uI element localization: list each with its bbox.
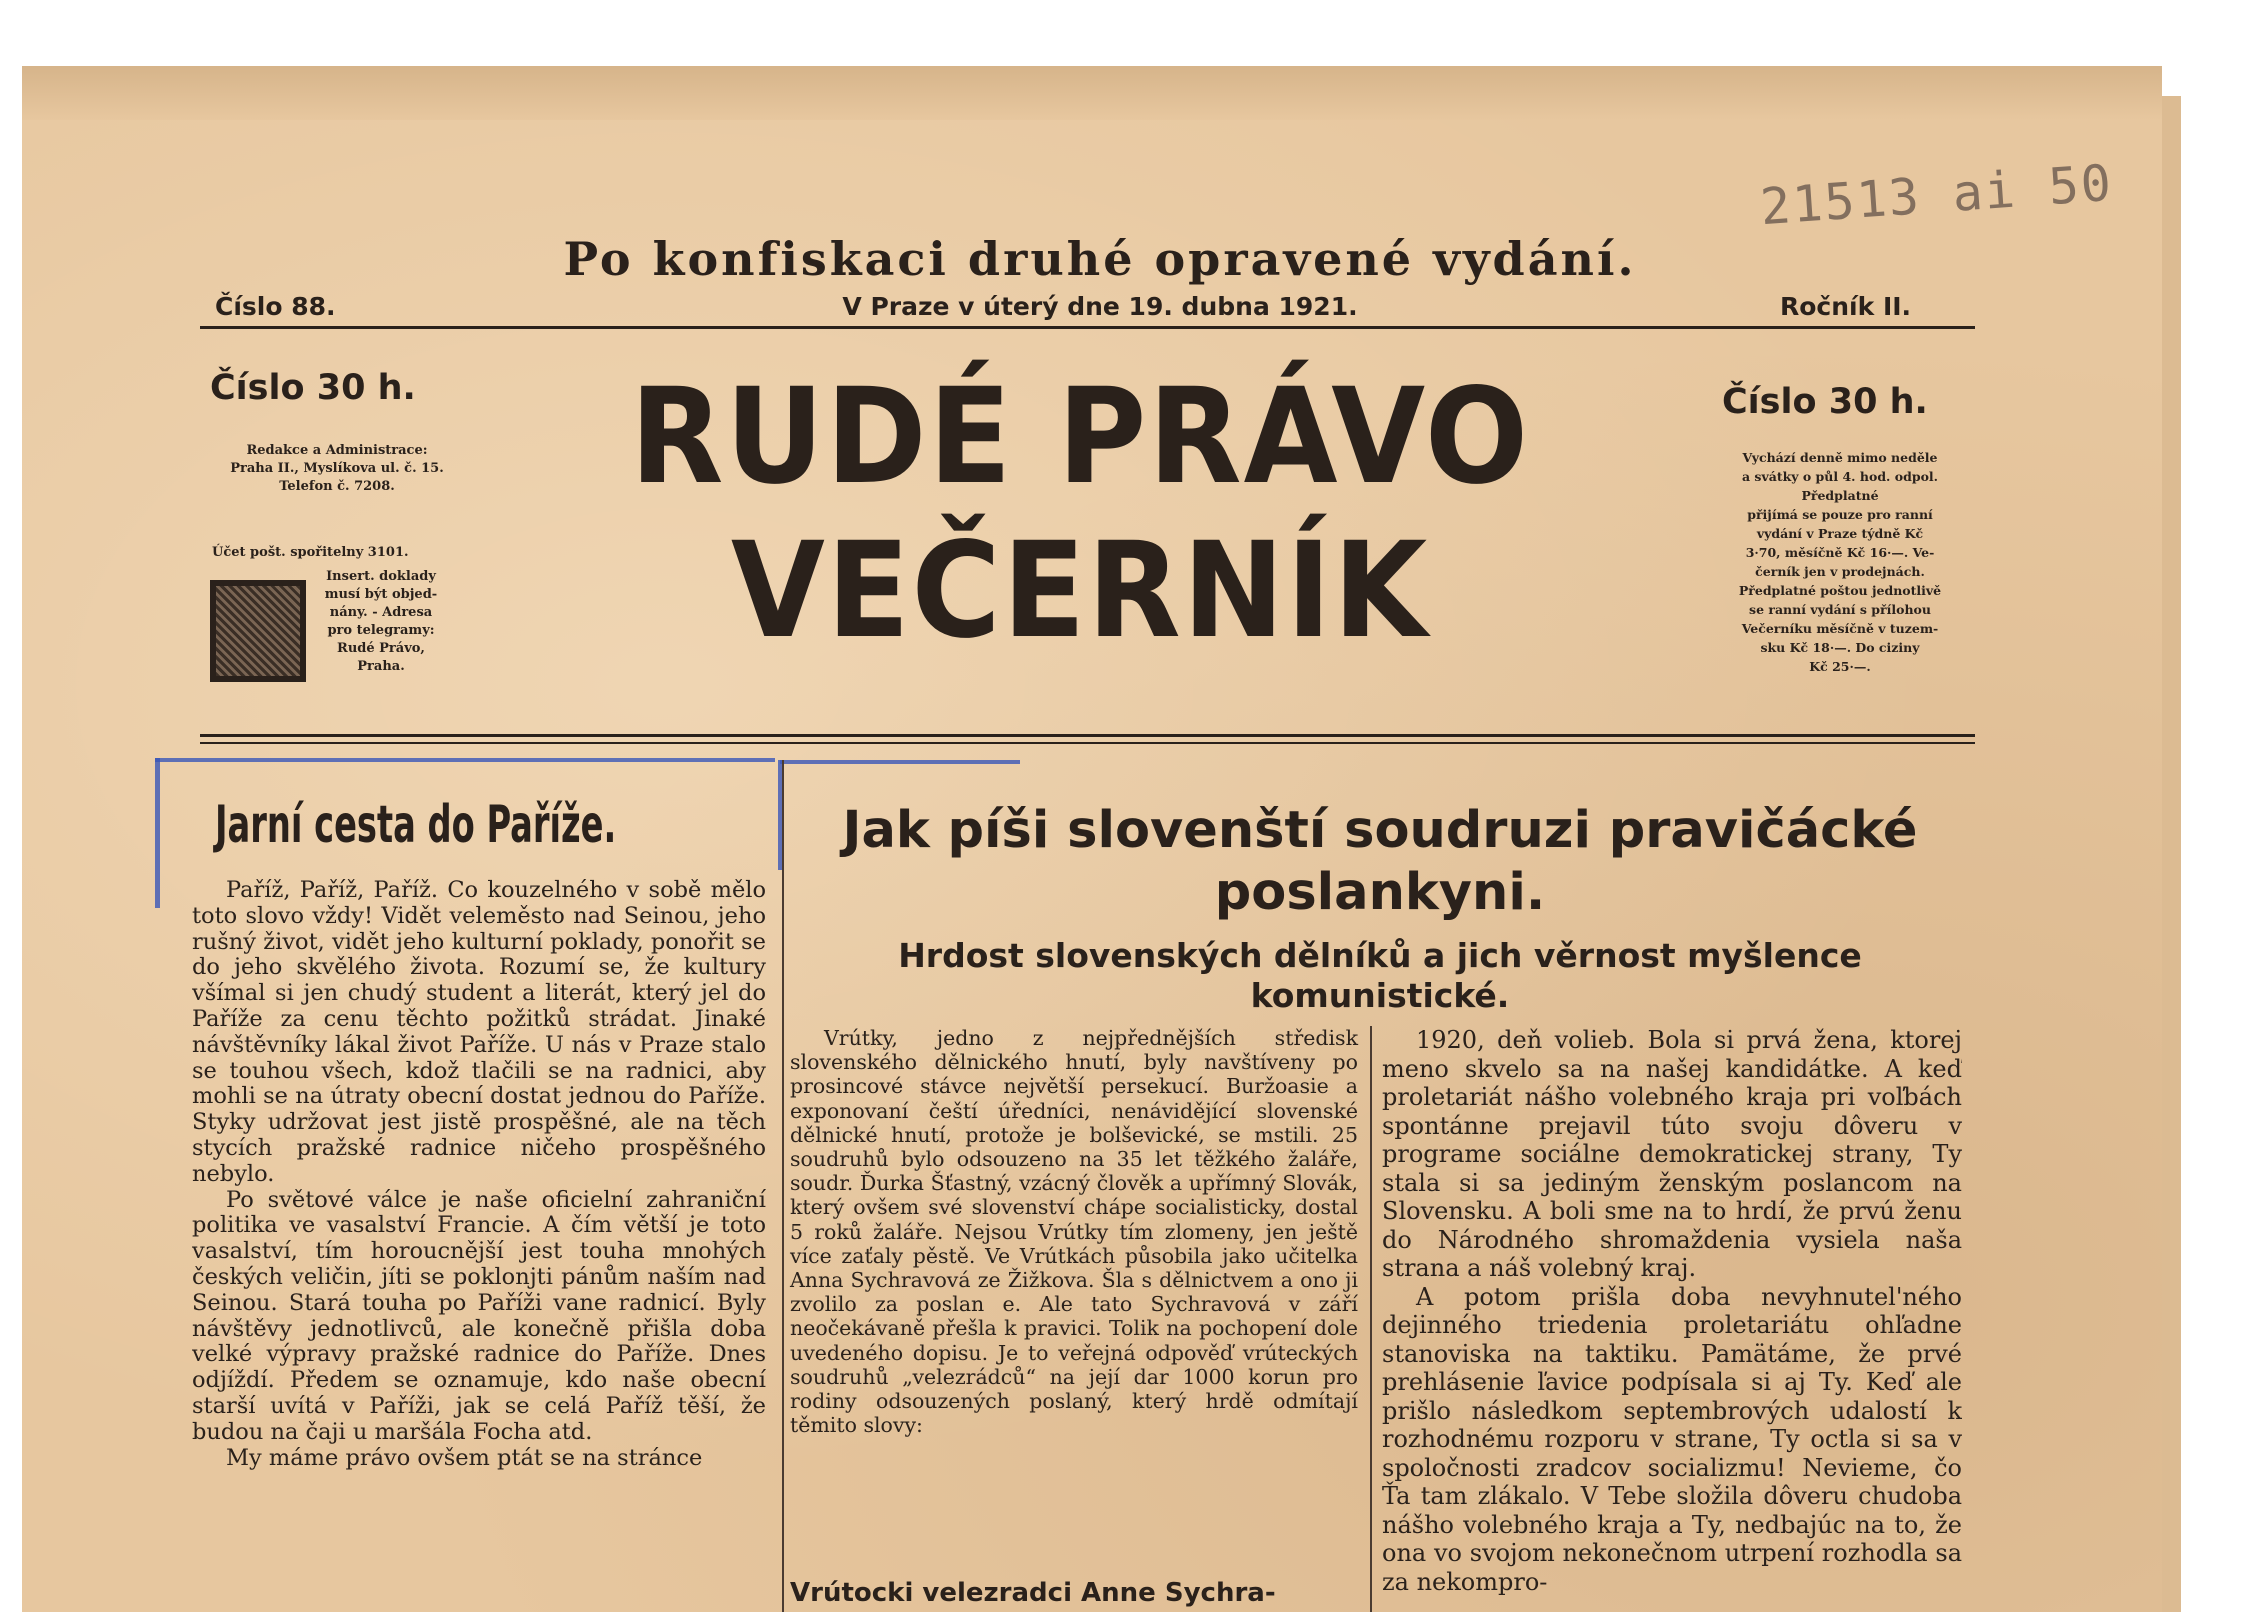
paragraph: 1920, deň volieb. Bola si prvá žena, ktorej meno skvelo sa na našej kandidátke. A keď proletariát nášho volebného kraja pri voľbách spontánne prejavil túto svoju dôveru v programe sociálne demokratickej strany, Ty stala si sa jediným ženským poslancom na Slovensku. A boli sme na to hrdí, že prvú ženu do Národného shromaždenia vysiela naša strana a náš volebný kraj. (1382, 1026, 1962, 1282)
column-rule (1370, 1026, 1372, 1612)
main-article-column-1 (790, 1026, 1358, 1437)
subscription-line: se ranní vydání s přílohou (1749, 602, 1931, 617)
left-article-headline: Jarní cesta do Paříže. (215, 795, 617, 855)
subscription-line: přijímá se pouze pro ranní (1747, 507, 1933, 522)
blue-pencil-mark (780, 760, 1020, 764)
paragraph: Po světové válce je naše oficielní zahraniční politika ve vasalství Francie. A čím větší je toto vasalství, tím horoucnější jest touha mnohých českých veličin, jíti se poklonjti pánům naším nad Seinou. Stará touha po Paříži vane radnicí. Byly návštěvy jednotlivců, ale konečně přišla doba velké výpravy pražské radnice do Paříže. Dnes odjíždí. Předem se oznamuje, kdo naše obecní starší uvítá v Paříži, jak se celá Paříž těší, že budou na čaji u maršála Focha atd. (192, 1186, 766, 1445)
subscription-line: Vychází denně mimo neděle (1742, 450, 1938, 465)
subscription-line: Večerníku měsíčně v tuzem- (1741, 621, 1939, 636)
masthead (537, 360, 1623, 668)
address-line: Telefon č. 7208. (279, 479, 395, 494)
subscription-line: Kč 25·—. (1809, 659, 1871, 674)
subscription-line: černík jen v prodejnách. (1755, 564, 1925, 579)
right-price: Číslo 30 h. (1722, 382, 1928, 422)
main-article-subheading: Vrútocki velezradci Anne Sychra- (790, 1578, 1276, 1608)
masthead-rule-bottom (200, 742, 1975, 744)
masthead-rule-top (200, 734, 1975, 737)
inserts-line: Insert. doklady (326, 569, 436, 584)
inserts-line: Rudé Právo, (337, 641, 425, 656)
paragraph: Vrútky, jedno z nejpřednějších středisk slovenského dělnického hnutí, byly navštíveny po prosincové stávce největší persekucí. Buržoasie a exponovaní čeští úředníci, nenávidějící slovenské dělnické hnutí, protože je bolševické, se mstili. 25 soudruhů bylo odsouzeno na 35 let těžkého žaláře, soudr. Ďurka Šťastný, vzácný člověk a upřímný Slovák, který ovšem své slovenství chápe socialisticky, dostal 5 roků žaláře. Nejsou Vrútky tím zlomeny, jen ještě více zaťaly pěstě. Ve Vrútkách působila jako učitelka Anna Sychravová ze Žižkova. Šla s dělnictvem a ono ji zvolilo za poslan e. Ale tato Sychravová v září neočekávaně přešla k pravici. Tolik na pochopení dole uvedeného dopisu. Je to veřejná odpověď vrúteckých soudruhů „velezrádců“ na její dar 1000 korun pro rodiny odsouzených poslaný, který hrdě odmítají těmito slovy: (790, 1026, 1358, 1438)
left-article-body (192, 878, 766, 1612)
inserts-line: nány. - Adresa (329, 605, 433, 620)
blue-pencil-mark (155, 758, 160, 908)
subscription-line: Předplatné poštou jednotlivě (1738, 583, 1942, 598)
address-line: Praha II., Myslíkova ul. č. 15. (230, 461, 444, 476)
main-article-column-2 (1382, 1026, 1962, 1612)
inserts-line: pro telegramy: (327, 623, 435, 638)
inserts-line: Praha. (357, 659, 405, 674)
main-article-headline: Jak píši slovenští soudruzi pravičácké poslankyni. (842, 801, 1918, 922)
handwritten-note: 21513 ai 50 (1758, 153, 2115, 237)
column-rule (782, 760, 784, 1612)
volume-number: Ročník II. (1780, 292, 1912, 321)
subscription-line: sku Kč 18·—. Do ciziny (1760, 640, 1920, 655)
paragraph: My máme právo ovšem ptát se na stránce (226, 1444, 703, 1471)
subscription-line: vydání v Praze týdně Kč (1756, 526, 1924, 541)
header-rule (200, 326, 1975, 329)
issue-number: Číslo 88. (215, 292, 336, 321)
blue-pencil-mark (155, 758, 775, 762)
masthead-line-1: RUDÉ PRÁVO (630, 360, 1530, 514)
left-price: Číslo 30 h. (210, 368, 416, 408)
subscription-line: 3·70, měsíčně Kč 16·—. Ve- (1745, 545, 1935, 560)
subscription-line: a svátky o půl 4. hod. odpol. (1741, 469, 1939, 484)
paragraph: A potom prišla doba nevyhnutel'ného dejinného triedenia proletariátu ohľadne stanoviska na taktiku. Pamätáme, že prvé prehlásenie ľavice podpísala si aj Ty. Keď ale prišlo následkom septembrových udalostí k rozhodnému rozporu v strane, Ty octla si sa v spoločnosti zradcov socializmu! Nevieme, čo Ťa tam zlákalo. V Tebe složila dôveru chudoba nášho volebného kraja a Ty, nedbajúc na to, že ona vo svojom nekonečnom utrpení rozhodla sa za nekompro- (1382, 1282, 1962, 1596)
address-line: Redakce a Administrace: (246, 443, 428, 458)
right-subscription (1714, 448, 1966, 676)
page-fold (22, 66, 2162, 120)
left-inserts (308, 568, 454, 676)
printer-stamp (210, 580, 306, 682)
paragraph: Paříž, Paříž, Paříž. Co kouzelného v sobě mělo toto slovo vždy! Vidět veleměsto nad Seinou, jeho rušný život, vidět jeho kulturní poklady, ponořit se do jeho skvělého života. Rozumí se, že kultury všímal si jen chudý student a literát, který jel do Paříže za cenu těchto požitků strádat. Jinaké návštěvníky lákal život Paříže. U nás v Praze stalo se touhou všech, kdož tlačili se na radnici, aby mohli se na útraty obecní dostat jednou do Paříže. Styky udržovat jest jistě prospěšné, ale na těch stycích pražské radnice ničeho prospěšného nebylo. (192, 878, 766, 1187)
left-address (212, 442, 462, 496)
main-article-subheadline: Hrdost slovenských dělníků a jich věrnost myšlence komunistické. (898, 936, 1862, 1015)
dateline: V Praze v úterý dne 19. dubna 1921. (842, 292, 1358, 321)
masthead-line-2: VEČERNÍK (730, 514, 1430, 668)
inserts-line: musí být objed- (324, 587, 438, 602)
edition-banner: Po konfiskaci druhé opravené vydání. (563, 232, 1637, 286)
subscription-line: Předplatné (1801, 488, 1879, 503)
left-account: Účet pošt. spořitelny 3101. (212, 545, 409, 560)
